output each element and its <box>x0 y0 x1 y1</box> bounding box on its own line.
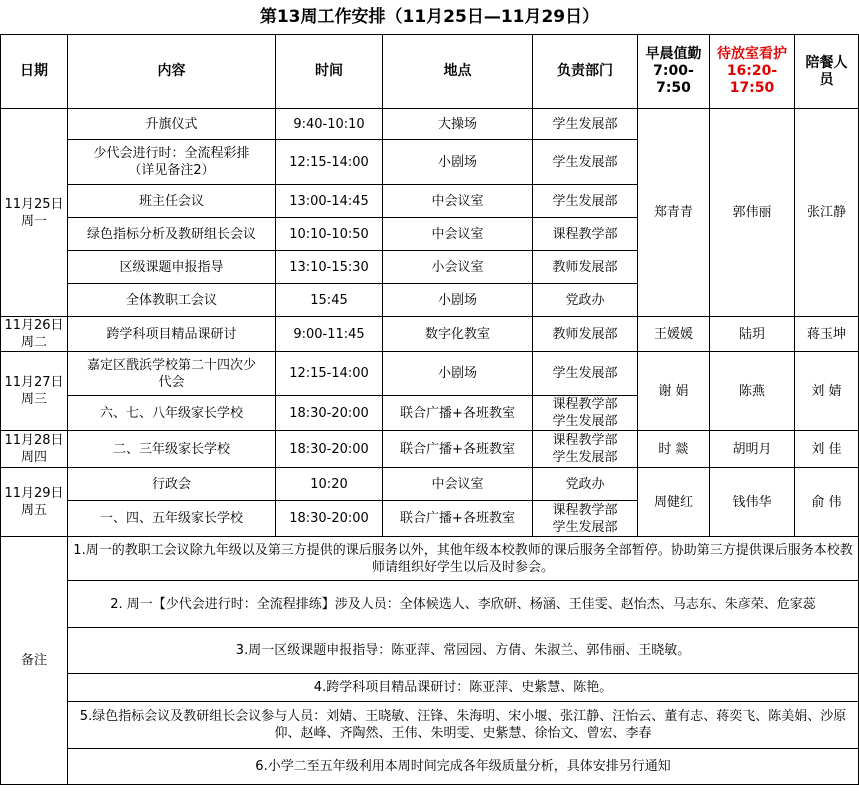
weekday-text: 周四 <box>20 450 47 465</box>
table-row <box>1 352 859 396</box>
afterschool-duty-cell: 陈燕 <box>710 352 795 431</box>
schedule-table <box>0 34 859 785</box>
place-cell: 中会议室 <box>383 185 533 218</box>
morning-duty-cell: 谢 娟 <box>638 352 710 431</box>
content-cell: 嘉定区戬浜学校第二十四次少代会 <box>68 352 276 396</box>
afterschool-duty-cell: 钱伟华 <box>710 468 795 537</box>
header-afterschool-duty <box>710 35 795 109</box>
header-meal-staff: 陪餐人员 <box>795 35 859 109</box>
morning-duty-cell: 郑青青 <box>638 109 710 317</box>
table-row <box>1 109 859 140</box>
date-text: 11月28日 <box>4 433 64 448</box>
afterschool-duty-cell: 郭伟丽 <box>710 109 795 317</box>
time-cell: 13:10-15:30 <box>276 251 383 284</box>
content-cell: 行政会 <box>68 468 276 501</box>
place-cell: 大操场 <box>383 109 533 140</box>
content-cell: 升旗仪式 <box>68 109 276 140</box>
date-text: 11月29日 <box>4 486 64 501</box>
place-cell: 联合广播+各班教室 <box>383 431 533 468</box>
place-cell: 小剧场 <box>383 352 533 396</box>
dept-cell: 学生发展部 <box>533 185 638 218</box>
meal-duty-cell: 俞 伟 <box>795 468 859 537</box>
dept-cell: 党政办 <box>533 468 638 501</box>
header-content: 内容 <box>68 35 276 109</box>
meal-duty-cell: 蒋玉坤 <box>795 317 859 352</box>
time-cell: 18:30-20:00 <box>276 431 383 468</box>
time-cell: 18:30-20:00 <box>276 396 383 431</box>
date-cell <box>1 468 68 537</box>
afterschool-duty-cell: 胡明月 <box>710 431 795 468</box>
morning-duty-cell: 时 燚 <box>638 431 710 468</box>
date-cell <box>1 317 68 352</box>
note-text: 4.跨学科项目精品课研讨：陈亚萍、史紫慧、陈艳。 <box>68 674 859 702</box>
table-row <box>1 468 859 501</box>
time-cell: 10:10-10:50 <box>276 218 383 251</box>
dept-cell: 教师发展部 <box>533 251 638 284</box>
header-place: 地点 <box>383 35 533 109</box>
content-cell: 二、三年级家长学校 <box>68 431 276 468</box>
time-cell: 9:00-11:45 <box>276 317 383 352</box>
header-date: 日期 <box>1 35 68 109</box>
weekday-text: 周三 <box>20 392 47 407</box>
afterschool-duty-cell: 陆玥 <box>710 317 795 352</box>
notes-label: 备注 <box>1 537 68 785</box>
weekday-text: 周二 <box>20 335 47 350</box>
time-cell: 9:40-10:10 <box>276 109 383 140</box>
dept-cell: 学生发展部 <box>533 140 638 185</box>
dept-cell: 课程教学部 <box>533 218 638 251</box>
morning-duty-label: 早晨值勤 <box>645 46 702 62</box>
meal-duty-cell: 刘 婧 <box>795 352 859 431</box>
time-cell: 10:20 <box>276 468 383 501</box>
date-text: 11月25日 <box>4 196 64 212</box>
date-cell <box>1 431 68 468</box>
place-cell: 联合广播+各班教室 <box>383 501 533 537</box>
dept-cell: 教师发展部 <box>533 317 638 352</box>
place-cell: 小剧场 <box>383 284 533 317</box>
table-row <box>1 431 859 468</box>
header-dept: 负责部门 <box>533 35 638 109</box>
weekday-text: 周一 <box>20 213 47 229</box>
time-cell: 18:30-20:00 <box>276 501 383 537</box>
weekday-text: 周五 <box>20 503 47 518</box>
content-cell: 一、四、五年级家长学校 <box>68 501 276 537</box>
place-cell: 中会议室 <box>383 468 533 501</box>
note-row <box>1 702 859 749</box>
note-row <box>1 537 859 581</box>
place-cell: 中会议室 <box>383 218 533 251</box>
dept-cell: 学生发展部 <box>533 109 638 140</box>
content-cell: 区级课题申报指导 <box>68 251 276 284</box>
header-morning-duty <box>638 35 710 109</box>
note-row <box>1 581 859 628</box>
afterschool-duty-time: 16:20-17:50 <box>726 63 778 96</box>
note-text: 1.周一的教职工会议除九年级以及第三方提供的课后服务以外，其他年级本校教师的课后服务全部暂停。协助第三方提供课后服务本校教师请组织好学生以后及时参会。 <box>68 537 859 581</box>
content-cell: 全体教职工会议 <box>68 284 276 317</box>
page-title: 第13周工作安排（11月25日—11月29日） <box>259 7 600 27</box>
dept-cell: 课程教学部学生发展部 <box>533 396 638 431</box>
note-row <box>1 749 859 785</box>
time-cell: 13:00-14:45 <box>276 185 383 218</box>
place-cell: 小剧场 <box>383 140 533 185</box>
dept-cell: 课程教学部学生发展部 <box>533 501 638 537</box>
note-text: 3.周一区级课题申报指导：陈亚萍、常园园、方倩、朱淑兰、郭伟丽、王晓敏。 <box>68 628 859 674</box>
content-cell: 班主任会议 <box>68 185 276 218</box>
dept-cell: 学生发展部 <box>533 352 638 396</box>
meal-duty-cell: 刘 佳 <box>795 431 859 468</box>
morning-duty-cell: 周健红 <box>638 468 710 537</box>
time-cell: 15:45 <box>276 284 383 317</box>
date-cell <box>1 109 68 317</box>
content-cell: 六、七、八年级家长学校 <box>68 396 276 431</box>
content-cell: 跨学科项目精品课研讨 <box>68 317 276 352</box>
note-row <box>1 628 859 674</box>
dept-cell: 党政办 <box>533 284 638 317</box>
table-row <box>1 317 859 352</box>
afterschool-duty-label: 待放室看护 <box>717 46 787 62</box>
note-text: 5.绿色指标会议及教研组长会议参与人员：刘婧、王晓敏、汪锋、朱海明、宋小堰、张江静、汪怡云、董有志、蒋奕飞、陈美娟、沙原仰、赵峰、齐陶然、王伟、朱明雯、史紫慧、徐怡文、曾宏、李春 <box>68 702 859 749</box>
time-cell: 12:15-14:00 <box>276 352 383 396</box>
dept-cell: 课程教学部学生发展部 <box>533 431 638 468</box>
note-text: 6.小学二至五年级利用本周时间完成各年级质量分析，具体安排另行通知 <box>68 749 859 785</box>
date-cell <box>1 352 68 431</box>
header-time: 时间 <box>276 35 383 109</box>
header-row <box>1 35 859 109</box>
place-cell: 小会议室 <box>383 251 533 284</box>
note-text: 2. 周一【少代会进行时：全流程排练】涉及人员：全体候选人、李欣研、杨涵、王佳雯、赵怡杰、马志东、朱彦荣、危家蕊 <box>68 581 859 628</box>
place-cell: 数字化教室 <box>383 317 533 352</box>
content-cell: 少代会进行时：全流程彩排（详见备注2） <box>68 140 276 185</box>
date-text: 11月27日 <box>4 375 64 390</box>
place-cell: 联合广播+各班教室 <box>383 396 533 431</box>
meal-duty-cell: 张江静 <box>795 109 859 317</box>
content-cell: 绿色指标分析及教研组长会议 <box>68 218 276 251</box>
note-row <box>1 674 859 702</box>
morning-duty-time: 7:00-7:50 <box>653 63 694 96</box>
morning-duty-cell: 王媛媛 <box>638 317 710 352</box>
date-text: 11月26日 <box>4 318 64 333</box>
time-cell: 12:15-14:00 <box>276 140 383 185</box>
